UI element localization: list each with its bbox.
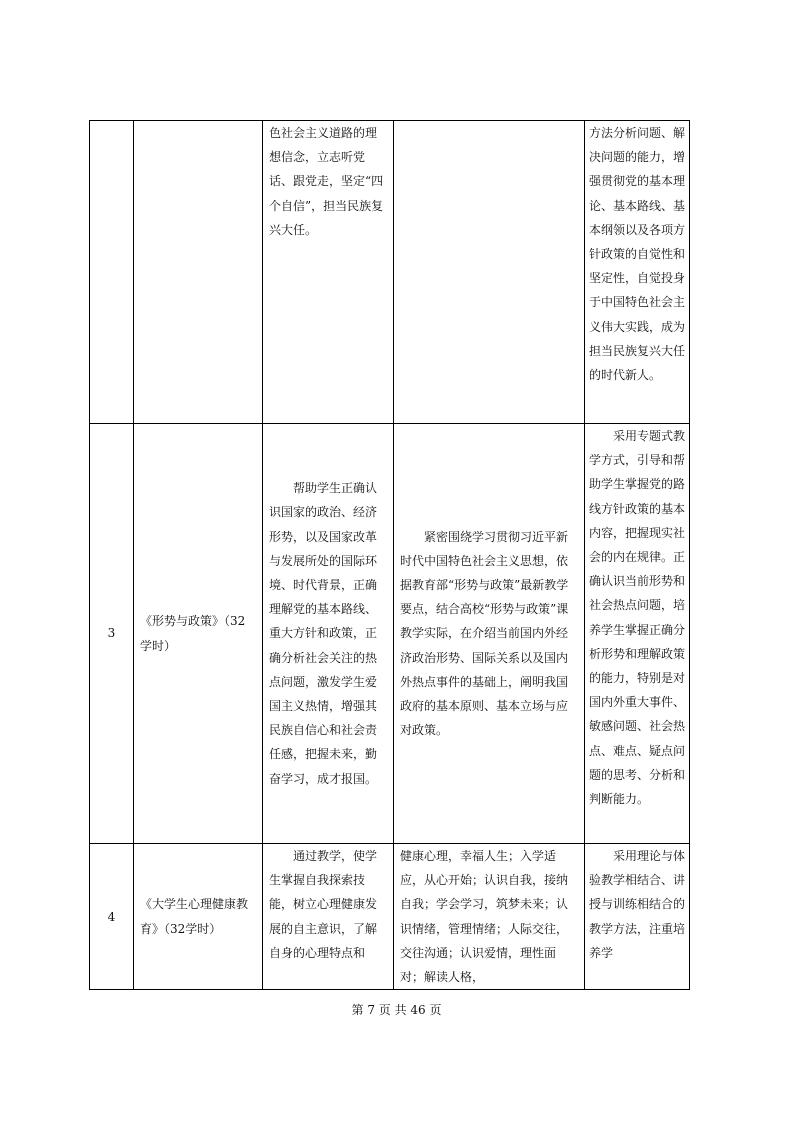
page-footer: 第 7 页 共 46 页: [351, 1003, 442, 1017]
course-number-cell: 3: [90, 424, 134, 844]
method-cell: 采用理论与体验教学相结合、讲授与训练相结合的教学方法，注重培养学: [585, 844, 690, 990]
course-number-cell: 4: [90, 844, 134, 990]
table-row: [90, 424, 690, 844]
curriculum-table: [89, 120, 690, 990]
table-row: [90, 844, 690, 990]
course-name-cell: [134, 121, 263, 424]
objectives-cell: 色社会主义道路的理想信念，立志听党话、跟党走，坚定“四个自信”，担当民族复兴大任。: [263, 121, 394, 424]
course-name-cell: 《形势与政策》（32学时）: [134, 424, 263, 844]
content-cell: [394, 121, 585, 424]
objectives-cell: 通过教学，使学生掌握自我探索技能，树立心理健康发展的自主意识，了解自身的心理特点和: [263, 844, 394, 990]
content-cell: 健康心理，幸福人生；入学适应，从心开始；认识自我，接纳自我；学会学习，筑梦未来；认识情绪，管理情绪；人际交往，交往沟通；认识爱情，理性面对；解读人格，: [394, 844, 585, 990]
content-cell: 紧密围绕学习贯彻习近平新时代中国特色社会主义思想，依据教育部“形势与政策”最新教学要点，结合高校“形势与政策”课教学实际，在介绍当前国内外经济政治形势、国际关系以及国内外热点事件的基础上，阐明我国政府的基本原则、基本立场与应对政策。: [394, 424, 585, 844]
objectives-cell: 帮助学生正确认识国家的政治、经济形势，以及国家改革与发展所处的国际环境、时代背景，正确理解党的基本路线、重大方针和政策，正确分析社会关注的热点问题，激发学生爱国主义热情，增强其民族自信心和社会责任感，把握未来，勤奋学习，成才报国。: [263, 424, 394, 844]
course-name-cell: 《大学生心理健康教育》（32学时）: [134, 844, 263, 990]
method-cell: 采用专题式教学方式，引导和帮助学生掌握党的路线方针政策的基本内容，把握现实社会的内在规律。正确认识当前形势和社会热点问题，培养学生掌握正确分析形势和理解政策的能力，特别是对国内外重大事件、敏感问题、社会热点、难点、疑点问题的思考、分析和判断能力。: [585, 424, 690, 844]
course-number-cell: [90, 121, 134, 424]
table-row: [90, 121, 690, 424]
method-cell: 方法分析问题、解决问题的能力，增强贯彻党的基本理论、基本路线、基本纲领以及各项方针政策的自觉性和坚定性，自觉投身于中国特色社会主义伟大实践，成为担当民族复兴大任的时代新人。: [585, 121, 690, 424]
